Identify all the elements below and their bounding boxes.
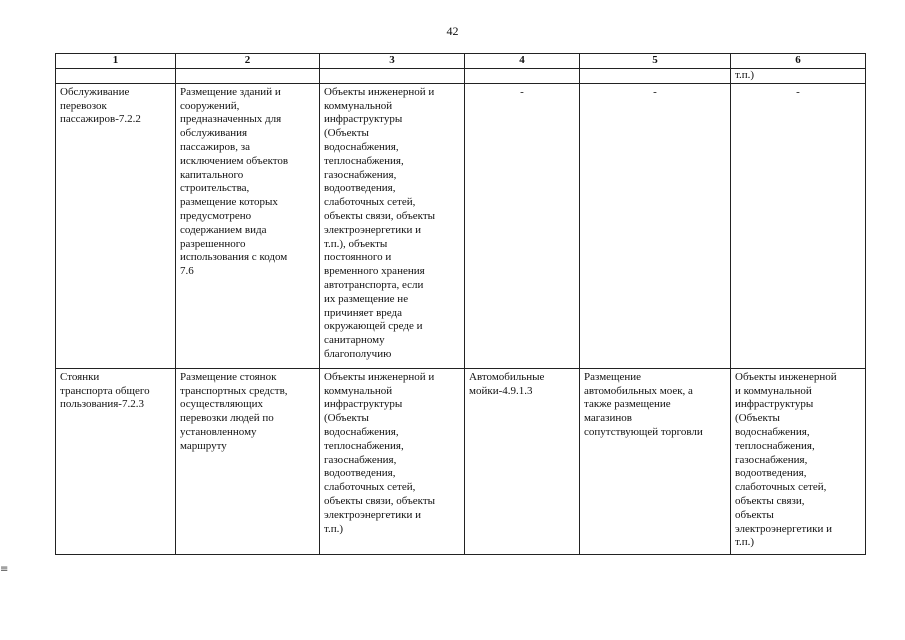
table-row: [56, 368, 866, 554]
conditional-description-cell: Размещение автомобильных моек, а также размещение магазинов сопутствующей торговли: [580, 368, 731, 554]
conditional-auxiliary-cell: Объекты инженерной и коммунальной инфраструктуры (Объекты водоснабжения, теплоснабжения, газоснабжения, водоотведения, слаботочных сетей, объекты связи, объекты электроэнергетики и т.п.): [731, 368, 866, 554]
auxiliary-use-cell: Объекты инженерной и коммунальной инфраструктуры (Объекты водоснабжения, теплоснабжения, газоснабжения, водоотведения, слаботочных сетей, объекты связи, объекты электроэнергетики и т.п.), объекты постоянного и временного хранения автотранспорта, если их размещение не причиняет вреда окружающей среде и санитарному благополучию: [320, 83, 465, 368]
use-description-cell: Размещение стоянок транспортных средств, осуществляющих перевозки людей по установленному маршруту: [176, 368, 320, 554]
column-header-3: 3: [320, 54, 465, 69]
continuation-cell-4: [465, 68, 580, 83]
conditional-auxiliary-cell: -: [731, 83, 866, 368]
column-header-6: 6: [731, 54, 866, 69]
continuation-cell-2: [176, 68, 320, 83]
column-header-5: 5: [580, 54, 731, 69]
page-number: 42: [446, 24, 459, 38]
table-row: [56, 83, 866, 368]
auxiliary-use-cell: Объекты инженерной и коммунальной инфраструктуры (Объекты водоснабжения, теплоснабжения, газоснабжения, водоотведения, слаботочных сетей, объекты связи, объекты электроэнергетики и т.п.): [320, 368, 465, 554]
column-header-1: 1: [56, 54, 176, 69]
table-header-row: [56, 54, 866, 69]
conditional-use-cell: Автомобильные мойки-4.9.1.3: [465, 368, 580, 554]
continuation-cell-3: [320, 68, 465, 83]
land-use-table: [55, 53, 866, 555]
use-description-cell: Размещение зданий и сооружений, предназначенных для обслуживания пассажиров, за исключением объектов капитального строительства, размещение которых предусмотрено содержанием вида разрешенного использования с кодом 7.6: [176, 83, 320, 368]
column-header-4: 4: [465, 54, 580, 69]
continuation-cell-6: т.п.): [731, 68, 866, 83]
continuation-row: [56, 68, 866, 83]
conditional-use-cell: -: [465, 83, 580, 368]
continuation-cell-1: [56, 68, 176, 83]
conditional-description-cell: -: [580, 83, 731, 368]
margin-mark: ≡: [0, 564, 9, 575]
continuation-cell-5: [580, 68, 731, 83]
use-type-cell: Стоянки транспорта общего пользования-7.2.3: [56, 368, 176, 554]
use-type-cell: Обслуживание перевозок пассажиров-7.2.2: [56, 83, 176, 368]
column-header-2: 2: [176, 54, 320, 69]
